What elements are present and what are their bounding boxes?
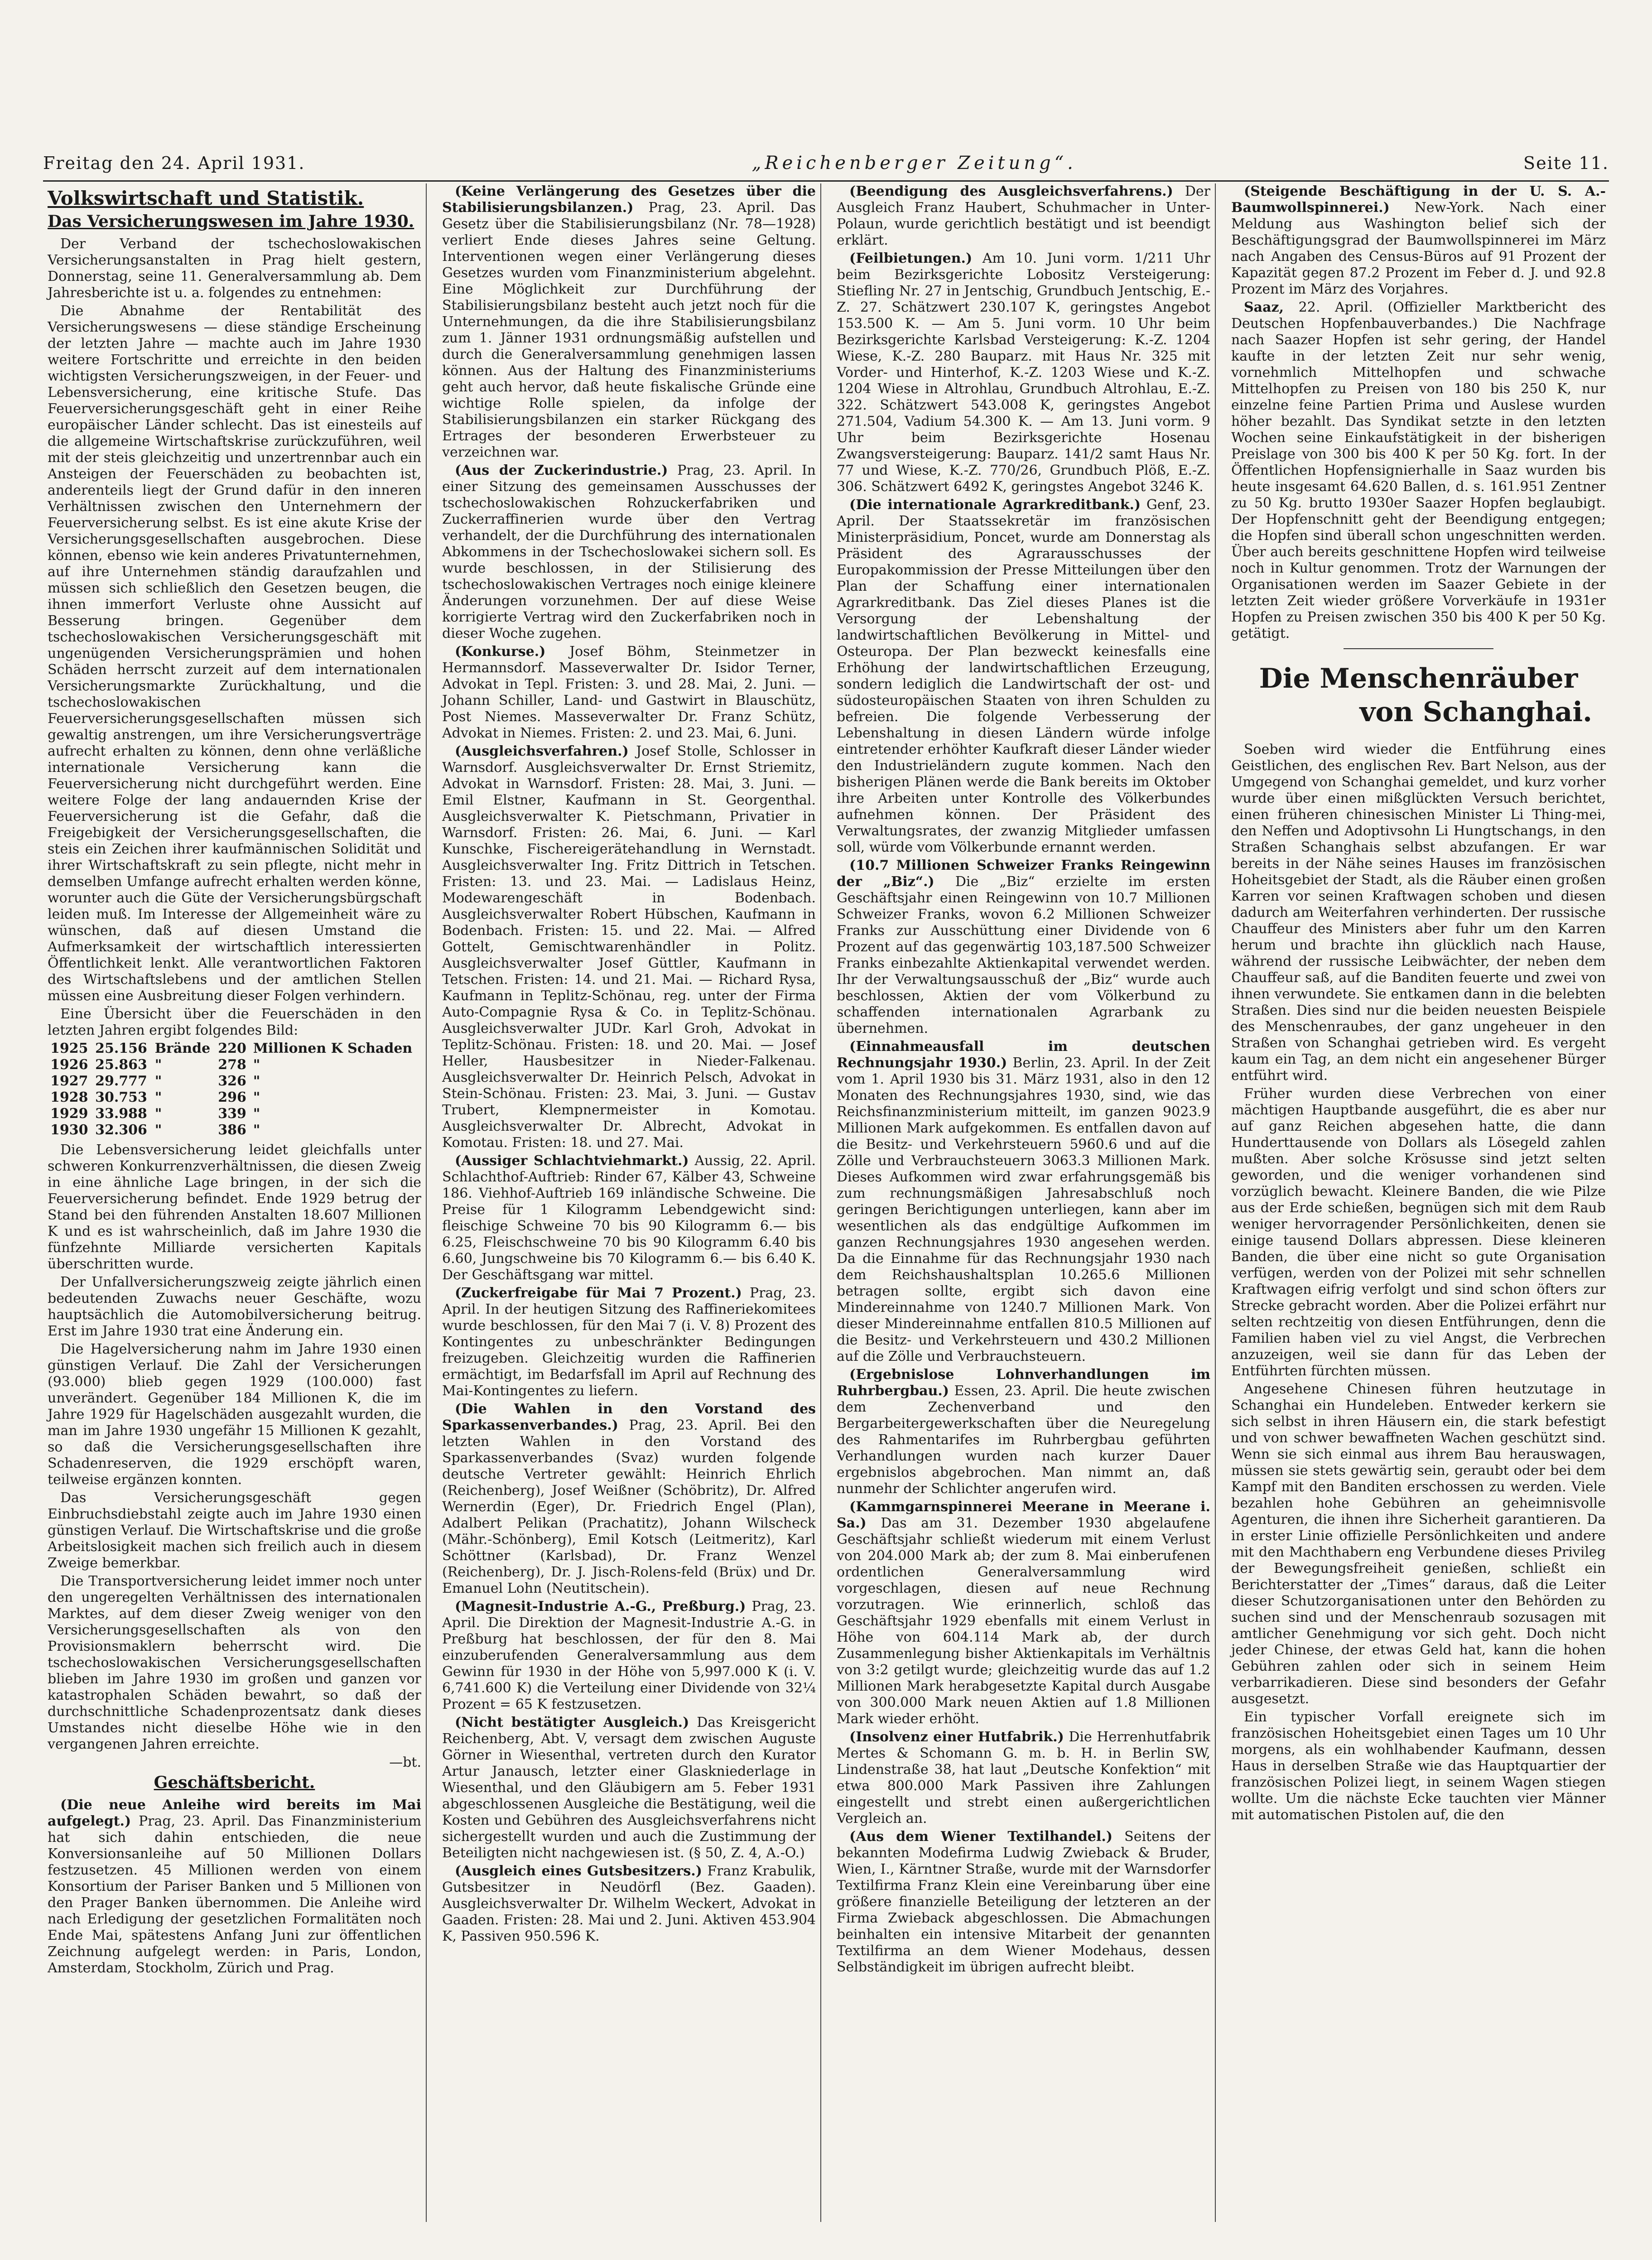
- item-heading: Saaz,: [1244, 299, 1284, 315]
- paragraph: Der Unfallversicherungszweig zeigte jährlich einen bedeutenden Zuwachs neuer Geschäfte, wozu hauptsächlich die Automobilversicherung beitrug. Erst im Jahre 1930 trat eine Änderung ein.: [48, 1274, 421, 1339]
- column-1: [43, 183, 427, 2222]
- news-item: [442, 1863, 816, 1945]
- news-item: [837, 1367, 1210, 1497]
- item-text: 22. April. (Offizieller Marktbericht des Deutschen Hopfenbauverbandes.) Die Nachfrage nach Saazer Hopfen ist sehr gering, der Handel kaufte in der letzten Zeit nur sehr wenig, vornehmlich Mittelhopfen und schwache Mittelhopfen zu Preisen von 180 bis 250 K, nur einzelne feine Partien Prima und Auslese wurden höher bezahlt. Das Syndikat setzte in den letzten Wochen seine Einkaufstätigkeit in der bisherigen Preislage von 300 bis 400 K per 50 Kg. fort. In der Öffentlichen Hopfensignierhalle in Saaz wurden bis heute insgesamt 64.620 Ballen, d. s. 161.951 Zentner zu 50 Kg. brutto 1930er Saazer Hopfen beglaubigt. Der Hopfenschnitt geht der Beendigung entgegen; die Hopfen sind überall schon ungeschnitten werden. Über auch bereits geschnittene Hopfen wird teilweise noch in Kultur genommen. Trotz der Warnungen der Organisationen werden im Saazer Gebiete in der letzten Zeit wieder größere Vorverkäufe in 1931er Hopfen zu Preisen zwischen 350 bis 400 K per 50 Kg. getätigt.: [1231, 299, 1606, 641]
- damage-unit-cell: ": [253, 1057, 260, 1073]
- item-heading: (Magnesit-Industrie A.-G., Preßburg.): [455, 1599, 746, 1614]
- paragraph: Die Lebensversicherung leidet gleichfalls unter schweren Konkurrenzverhältnissen, die diesen Zweig in eine ähnliche Lage bringen, in der sich die Feuerversicherung befindet. Ende 1929 betrug der Stand bei den führenden Anstalten 18.607 Millionen K und es ist wahrscheinlich, daß im Jahre 1930 die fünfzehnte Milliarde versicherten Kapitals überschritten wurde.: [48, 1142, 421, 1272]
- year-cell: 1927: [50, 1073, 88, 1089]
- news-item: [837, 251, 1210, 495]
- damage-unit-cell: ": [253, 1106, 260, 1122]
- news-item: [442, 1599, 816, 1713]
- item-heading: (Nicht bestätigter Ausgleich.): [455, 1715, 689, 1730]
- news-item: [837, 858, 1210, 1037]
- item-text: Berlin, 23. April. In der Zeit vom 1. April 1930 bis 31. März 1931, also in den 12 Monaten des Rechnungsjahres 1930, sind, wie das Reichsfinanzministerium mitteilt, im ganzen 9023.9 Millionen Mark aufgekommen. Es entfallen davon auf die Besitz- und Verkehrsteuern 5960.6 und auf die Zölle und Verbrauchsteuern 3063.3 Millionen Mark. Dieses Aufkommen wird zwar erfahrungsgemäß bis zum rechnungsmäßigen Jahresabschluß noch geringen Berichtigungen unterliegen, kann aber im wesentlichen als das endgültige Aufkommen im ganzen Rechnungsjahres 1930 angesehen werden. Da die Einnahme für das Rechnungsjahr 1930 nach dem Reichshaushaltsplan 10.265.6 Millionen betragen sollte, ergibt sich davon eine Mindereinnahme von 1240.7 Millionen Mark. Von dieser Mindereinnahme entfallen 810.5 Millionen auf die Besitz- und Verkehrsteuern und 430.2 Millionen auf die Zölle und Verbrauchsteuern.: [837, 1055, 1211, 1364]
- item-heading: (10.7 Millionen Schweizer Franks Reingewinn der „Biz“.): [837, 858, 1210, 890]
- table-row: [48, 1106, 421, 1122]
- damage-unit-cell: ": [253, 1122, 260, 1138]
- section-title-2: Geschäftsbericht.: [154, 1773, 315, 1792]
- damage-cell: 296: [218, 1089, 246, 1105]
- item-heading: (Ausgleich eines Gutsbesitzers.): [455, 1863, 702, 1879]
- news-item: [1231, 299, 1606, 642]
- feature-title: Die Menschenräuber: [1259, 663, 1578, 694]
- item-heading: (Steigende Beschäftigung in der U. S. A.-Baumwollspinnerei.): [1231, 183, 1606, 216]
- damage-cell: 278: [218, 1057, 246, 1073]
- item-text: Am 10. Juni vorm. 1/211 Uhr beim Bezirksgerichte Lobositz Versteigerung: Stiefling Nr. 27 in Jentschig, Grundbuch Jentschig, E.-Z. 27. Schätzwert 230.107 K, geringstes Angebot 153.500 K. — Am 5. Juni vorm. 10 Uhr beim Bezirksgerichte Karlsbad Versteigerung: K.-Z. 1204 Wiese, K.-Z. 280 Bauparz. mit Haus Nr. 325 mit Vorder- und Hinterhof, K.-Z. 1203 Wiese und K.-Z. 1204 Wiese in Altrohlau, Grundbuch Altrohlau, E.-Z. 322. Schätzwert 543.008 K, geringstes Angebot 271.504, Vadium 54.300 K. — Am 13. Juni vorm. 9 Uhr beim Bezirksgerichte Hosenau Zwangsversteigerung: Bauparz. 141/2 samt Haus Nr. 77 und Wiese, K.-Z. 770/26, Grundbuch Plöß, E.-Z. 306. Schätzwert 6492 K, geringstes Angebot 3246 K.: [837, 251, 1210, 495]
- paragraph: Angesehene Chinesen führen heutzutage in Schanghai ein Hundeleben. Entweder kerkern sie sich selbst in ihren Häusern ein, die stark befestigt und von schwer bewaffneten Wachen geschützt sind. Wenn sie sich einmal aus ihrem Bau herauswagen, müssen sie stets gewärtig sein, geraubt oder bei dem Kampf mit den Banditen erschossen zu werden. Viele bezahlen hohe Gebühren an geheimnisvolle Agenturen, die ihnen ihre Sicherheit garantieren. Da in erster Linie offizielle Persönlichkeiten und andere mit den Machthabern eng Verbundene dieses Privileg der Bewegungsfreiheit genießen, schließt ein Berichterstatter der „Times“ daraus, daß die Leiter dieser Schutzorganisationen unter den Behörden zu suchen sind und der Menschenraub sozusagen mit amtlicher Genehmigung vor sich geht. Doch nicht jeder Chinese, der etwas Geld hat, kann die hohen Gebühren zahlen oder sich in seinem Heim verbarrikadieren. Diese sind besonders der Gefahr ausgesetzt.: [1231, 1381, 1606, 1707]
- item-text: Josef Böhm, Steinmetzer in Hermannsdorf. Masseverwalter Dr. Isidor Terner, Advokat in Tepl. Fristen: 3. und 28. Mai, 2. Juni. — Johann Schiller, Land- und Gastwirt in Blauschütz, Post Niemes. Masseverwalter Dr. Franz Schütz, Advokat in Niemes. Fristen: 2. und 23. Mai, 6. Juni.: [442, 644, 816, 741]
- item-heading: (Feilbietungen.): [849, 251, 973, 266]
- paragraph: Eine Übersicht über die Feuerschäden in den letzten Jahren ergibt folgendes Bild:: [48, 1006, 421, 1038]
- paragraph: Die Hagelversicherung nahm im Jahre 1930 einen günstigen Verlauf. Die Zahl der Versicherungen (93.000) blieb gegen 1929 (100.000) fast unverändert. Gegenüber 184 Millionen K, die im Jahre 1929 für Hagelschäden ausgezahlt wurden, die man im Jahre 1930 ungefähr 15 Millionen K gezahlt, so daß die Versicherungsgesellschaften ihre Schadenreserven, die 1929 erschöpft waren, teilweise ergänzen konnten.: [48, 1341, 421, 1488]
- item-heading: (Aus dem Wiener Textilhandel.): [849, 1829, 1113, 1845]
- paragraph: Soeben wird wieder die Entführung eines Geistlichen, des englischen Rev. Bart Nelson, aus der Umgegend von Schanghai gemeldet, und kurz vorher wurde über einen mißglückten Versuch berichtet, einen früheren chinesischen Minister Li Thing-mei, den Neffen und Adoptivsohn Li Hungtschangs, in den Straßen Schanghais selbst abzufangen. Er war bereits in der Nähe seines Hauses im französischen Hoheitsgebiet der Stadt, als die Räuber einen großen Karren vor seinen Kraftwagen schoben und diesen dadurch am Weiterfahren verhinderten. Der russische Chauffeur des Ministers aber fuhr um den Karren herum und brachte ihn glücklich nach Hause, während der russische Leibwächter, der neben dem Chauffeur saß, auf die Banditen feuerte und zwei von ihnen verwundete. Sie entkamen dann in die belebten Straßen. Dies sind nur die beiden neuesten Beispiele des Menschenraubes, der ganz ungeheuer in den Straßen von Schanghai getrieben wird. Es vergeht kaum ein Tag, an dem nicht ein angesehener Bürger entführt wird.: [1231, 742, 1606, 1084]
- fires-cell: 25.156: [95, 1041, 147, 1056]
- year-cell: 1930: [50, 1122, 88, 1138]
- paragraph: Die Transportversicherung leidet immer noch unter den ungeregelten Verhältnissen des internationalen Marktes, auf dem dieser Zweig weniger von den Versicherungsgesellschaften als von den Provisionsmaklern beherrscht wird. Die tschechoslowakischen Versicherungsgesellschaften blieben im Jahre 1930 im großen und ganzen vor katastrophalen Schäden bewahrt, so daß der durchschnittliche Schadenprozentsatz dank dieses Umstandes nicht dieselbe Höhe wie in den vergangenen Jahren erreichte.: [48, 1573, 421, 1752]
- damage-cell: 326: [218, 1073, 246, 1089]
- news-item: [442, 1401, 816, 1597]
- news-item: [837, 183, 1210, 249]
- newspaper-title: „Reichenberger Zeitung“.: [751, 153, 1077, 173]
- item-text: Das Kreisgericht Reichenberg, Abt. V, versagt dem zwischen Auguste Görner in Wiesenthal, vertreten durch den Kurator Artur Janausch, letzter einer Glaskniederlage in Wiesenthal, und den Gläubigern am 5. Feber 1931 abgeschlossenen Ausgleiche die Bestätigung, weil die Kosten und Gebühren des Ausgleichsverfahrens nicht sichergestellt wurden und auch die Zustimmung der Beteiligten nicht nachgewiesen ist. (§ 50, Z. 4, A.-O.): [442, 1715, 816, 1861]
- damage-unit-cell: ": [253, 1073, 260, 1089]
- item-text: Prag, 23. April. Bei den letzten Wahlen in den Vorstand des Sparkassenverbandes (Svaz) wurden folgende deutsche Vertreter gewählt: Heinrich Ehrlich (Reichenberg), Josef Weißner (Schöbritz), Dr. Alfred Wernerdin (Eger), Dr. Friedrich Engel (Plan), Adalbert Pelikan (Prachatitz), Johann Wilscheck (Mähr.-Schönberg), Emil Kotsch (Leitmeritz), Karl Schöttner (Karlsbad), Dr. Franz Wenzel (Reichenberg), Dr. J. Jisch-Rolens-feld (Brüx) und Dr. Emanuel Lohn (Neutitschein).: [442, 1417, 816, 1596]
- news-item: [837, 1039, 1210, 1365]
- fires-cell: 32.306: [95, 1122, 147, 1138]
- header-rule: [43, 180, 1609, 182]
- column-4: [1227, 183, 1610, 2222]
- fires-unit-cell: ": [154, 1057, 162, 1073]
- page-number: Seite 11.: [1523, 153, 1609, 173]
- item-heading: (Aus der Zuckerindustrie.): [455, 463, 668, 478]
- item-text: Prag, 23. April. Das Gesetz über die Stabilisierungsbilanz (Nr. 78—1928) verliert Ende dieses Jahres seine Geltung. Interventionen wegen einer Verlängerung dieses Gesetzes wurden vom Finanzministerium abgelehnt. Eine Möglichkeit zur Durchführung der Stabilisierungsbilanz besteht auch jetzt noch für die Unternehmungen, da die ihre Stabilisierungsbilanz zum 1. Jänner 1931 ordnungsmäßig aufstellen und durch die Generalversammlung genehmigen lassen können. Aus der Haltung des Finanzministeriums geht auch hervor, daß heute fiskalische Gründe eine wichtige Rolle spielen, da infolge der Stabilisierungsbilanzen ein starker Rückgang des Ertrages der besonderen Erwerbsteuer zu verzeichnen war.: [442, 200, 816, 460]
- fires-cell: 25.863: [95, 1057, 147, 1073]
- author-sign: —bt.: [389, 1754, 421, 1770]
- damage-unit-cell: ": [253, 1089, 260, 1105]
- paragraph: Die Abnahme der Rentabilität des Versicherungswesens — diese ständige Erscheinung der letzten Jahre — machte auch im Jahre 1930 weitere Fortschritte und erreichte in den beiden wichtigsten Versicherungszweigen, in der Feuer- und Lebensversicherung, eine kritische Stufe. Das Feuerversicherungsgeschäft geht in einer Reihe europäischer Länder schlecht. Das ist einesteils auf die allgemeine Wirtschaftskrise zurückzuführen, weil mit der steis gleichzeitig und unzertrennbar auch ein Ansteigen der Feuerschäden zu beobachten ist, anderenteils liegt der Grund dafür in den inneren Verhältnissen zwischen den Unternehmern der Feuerversicherung selbst. Es ist eine akute Krise der Versicherungsgesellschaften ausgebrochen. Diese können, ebenso wie kein anderes Privatunternehmen, auf ihre Unternehmen ständig daraufzahlen und müssen sich schließlich den Gesetzen beugen, die ihnen immerfort Verluste ohne Aussicht auf Besserung bringen. Gegenüber dem tschechoslowakischen Versicherungsgeschäft mit ungenügenden Versicherungsprämien und hohen Schäden herrscht zurzeit auf dem internationalen Versicherungsmarkte Zurückhaltung, und die tschechoslowakischen Feuerversicherungsgesellschaften müssen sich gewaltig anstrengen, um ihre Versicherungsverträge aufrecht erhalten zu können, denn ohne verläßliche internationale Versicherung kann die Feuerversicherung nicht durchgeführt werden. Eine weitere Folge der lang andauernden Krise der Feuerversicherung ist die Gefahr, daß die Freigebigkeit der Versicherungsgesellschaften, die steis ein Zeichen ihrer kaufmännischen Solidität und ihrer Wirtschaftskraft zu sein pflegte, nicht mehr in demselben Umfange aufrecht erhalten werden könne, worunter auch die Güte der Versicherungsbürgschaft leiden muß. Im Interesse der Allgemeinheit wäre zu wünschen, daß auf diesen Umstand die Aufmerksamkeit der wirtschaftlich interessierten Öffentlichkeit lenkt. Alle verantwortlichen Faktoren des Wirtschaftslebens und der amtlichen Stellen müssen eine Ausbreitung dieser Folgen verhindern.: [48, 303, 421, 1004]
- item-text: Die „Biz“ erzielte im ersten Geschäftsjahr einen Reingewinn von 10.7 Millionen Schweizer Franks, wovon 6.2 Millionen Schweizer Franks zur Ausschüttung einer Dividende von 6 Prozent auf das gegenwärtig 103,187.500 Schweizer Franks einbezahlte Aktienkapital verwendet werden. Ihr der Verwaltungsausschuß der „Biz“ wurde auch beschlossen, Aktien der vom Völkerbund zu schaffenden internationalen Agrarbank zu übernehmen.: [837, 874, 1210, 1036]
- column-3: [832, 183, 1216, 2222]
- item-heading: (Einnahmeausfall im deutschen Rechnungsjahr 1930.): [837, 1039, 1210, 1071]
- news-item: [837, 497, 1210, 856]
- item-heading: (Keine Verlängerung des Gesetzes über die Stabilisierungsbilanzen.): [442, 183, 816, 216]
- fires-cell: 33.988: [95, 1106, 147, 1122]
- paragraph: Früher wurden diese Verbrechen von einer mächtigen Hauptbande ausgeführt, die es aber nur auf ganz Reichen abgesehen hatte, die dann Hunderttausende von Dollars als Lösegeld zahlen mußten. Aber solche Krösusse sind jetzt selten geworden, und die weniger vorhandenen sind vorzüglich bewacht. Kleinere Banden, die wie Pilze aus der Erde schießen, begnügen sich mit dem Raub weniger hervorragender Persönlichkeiten, denen sie einige tausend Dollars abpressen. Diese kleineren Banden, die über eine nicht so gute Organisation verfügen, werden von der Polizei mit sehr schnellen Kraftwagen eifrig verfolgt und sind schon öfters zur Strecke gebracht worden. Aber die Polizei erfährt nur selten rechtzeitig von diesen Entführungen, denn die Familien haben viel zu viel Angst, die Verbrechen anzuzeigen, weil sie dann für das Leben der Entführten fürchten müssen.: [1231, 1086, 1606, 1379]
- fires-cell: 30.753: [95, 1089, 147, 1105]
- item-text: Der Ausgleich Franz Haubert, Schuhmacher in Unter-Polaun, wurde gerichtlich bestätigt und ist beendigt erklärt.: [837, 183, 1210, 248]
- table-row: [48, 1041, 421, 1057]
- fires-unit-cell: ": [154, 1106, 162, 1122]
- issue-date: Freitag den 24. April 1931.: [43, 153, 305, 173]
- item-text: Essen, 23. April. Die heute zwischen dem Zechenverband und den Bergarbeitergewerkschaften über die Neuregelung des Rahmentarifes im Ruhrbergbau geführten Verhandlungen wurden nach kurzer Dauer ergebnislos abgebrochen. Man nimmt an, daß nunmehr der Schlichter angerufen wird.: [837, 1383, 1210, 1497]
- fires-unit-cell: Brände: [154, 1041, 211, 1056]
- news-item: [442, 1715, 816, 1861]
- news-item: [1231, 183, 1606, 298]
- table-row: [48, 1073, 421, 1089]
- item-heading: (Zuckerfreigabe für Mai 7 Prozent.): [455, 1285, 742, 1301]
- news-item: [442, 743, 816, 1151]
- news-item: [837, 1829, 1210, 1976]
- fires-unit-cell: ": [154, 1073, 162, 1089]
- item-text: Prag, 23. April. In einer Sitzung des gemeinsamen Ausschusses der tschechoslowakischen Rohzuckerfabriken und Zuckerraffinerien wurde über den Vertrag verhandelt, der die Durchführung des internationalen Abkommens in der Tschechoslowakei sichern soll. Es wurde beschlossen, in der Stilisierung des tschechoslowakischen Vertrages noch einige kleinere Änderungen vorzunehmen. Der auf diese Weise korrigierte Vertrag wird den Zuckerfabriken noch in dieser Woche zugehen.: [442, 463, 816, 641]
- item-text: Prag, 23. April. Die Direktion der Magnesit-Industrie A.-G. in Preßburg hat beschlossen, der für den 8. Mai einzuberufenden Generalversammlung aus dem Gewinn für 1930 in der Höhe von 5,997.000 K (i. V. 6,741.600 K) die Verteilung einer Dividende von 32¼ Prozent = 65 K festzusetzen.: [442, 1599, 816, 1712]
- item-text: Aussig, 22. April. Schlachthof-Auftrieb: Rinder 67, Kälber 43, Schweine 186. Viehhof-Auftrieb 169 inländische Schweine. Die Preise für 1 Kilogramm Lebendgewicht sind: fleischige Schweine 70 bis 90 Kilogramm 6.— bis 6.25, Fleischschweine 70 bis 90 Kilogramm 6.40 bis 6.60, Jungschweine bis 70 Kilogramm 6.— bis 6.40 K. Der Geschäftsgang war mittel.: [442, 1153, 816, 1283]
- feature-subtitle: von Schanghai.: [1359, 696, 1592, 728]
- fires-unit-cell: ": [154, 1089, 162, 1105]
- item-text: Prag, 23. April. In der heutigen Sitzung des Raffineriekomitees wurde beschlossen, für den Mai 7 (i. V. 8) Prozent des Kontingentes zu unbeschränkter Bedingungen freizugeben. Gleichzeitig wurden die Raffinerien ermächtigt, im Bedarfsfall im April auf Rechnung des Mai-Kontingentes zu liefern.: [442, 1285, 816, 1399]
- year-cell: 1925: [50, 1041, 88, 1056]
- page-header: [43, 149, 1609, 178]
- item-text: Seitens der bekannten Modefirma Ludwig Zwieback & Bruder, Wien, I., Kärntner Straße, wurde mit der Warnsdorfer Textilfirma Franz Klein eine Vereinbarung über eine größere finanzielle Beteiligung der letzteren an der Firma Zwieback abgeschlossen. Die Abmachungen beinhalten ein intensive Mitarbeit der genannten Textilfirma an dem Wiener Modehaus, dessen Selbständigkeit im übrigen aufrecht bleibt.: [837, 1829, 1210, 1975]
- item-text: Franz Krabulik, Gutsbesitzer in Neudörfl (Bez. Gaaden). Ausgleichsverwalter Dr. Wilhelm Weckert, Advokat in Gaaden. Fristen: 28. Mai und 2. Juni. Aktiven 453.904 K, Passiven 950.596 K.: [442, 1863, 816, 1944]
- item-heading: (Ausgleichsverfahren.): [455, 743, 629, 759]
- news-item: [837, 1499, 1210, 1727]
- article-title: Das Versicherungswesen im Jahre 1930.: [48, 212, 414, 231]
- news-item: [837, 1729, 1210, 1827]
- news-item: [442, 1285, 816, 1399]
- item-heading: (Die Wahlen in den Vorstand des Sparkassenverbandes.): [442, 1401, 816, 1433]
- year-cell: 1926: [50, 1057, 88, 1073]
- paragraph: Ein typischer Vorfall ereignete sich im französischen Hoheitsgebiet einen Tages um 10 Uhr morgens, als ein wohlhabender Kaufmann, dessen Haus in derselben Straße wie das Hauptquartier der französischen Polizei liegt, in seinem Wagen stiegen wollte. Um die nächste Ecke tauchten vier Männer mit automatischen Pistolen auf, die den: [1231, 1709, 1606, 1823]
- fire-damage-table: [48, 1041, 421, 1138]
- item-heading: (Insolvenz einer Hutfabrik.): [849, 1729, 1064, 1745]
- divider: [1344, 648, 1493, 649]
- news-item: [442, 644, 816, 742]
- year-cell: 1928: [50, 1089, 88, 1105]
- item-text: Genf, 23. April. Der Staatssekretär im französischen Ministerpräsidium, Poncet, wurde am Donnerstag als Präsident des Agrarausschusses der Europakommission der Presse Mitteilungen über den Plan der Schaffung einer internationalen Agrarkreditbank. Das Ziel dieses Planes ist die Versorgung der Lebenshaltung der landwirtschaftlichen Bevölkerung in Mittel- und Osteuropa. Der Plan bezweckt keinesfalls eine Erhöhung der landwirtschaftlichen Erzeugung, sondern lediglich die Landwirtschaft der ost- und südosteuropäischen Staaten von ihren Schulden zu befreien. Die folgende Verbesserung der Lebenshaltung in diesen Ländern würde infolge eintretender erhöhter Kaufkraft dieser Länder wieder den Industrieländern zugute kommen. Nach den bisherigen Plänen werde die Bank bereits im Oktober ihre Arbeiten unter Kontrolle des Völkerbundes aufnehmen können. Der Präsident des Verwaltungsrates, der zwanzig Mitglieder umfassen soll, würde vom Völkerbunde ernannt werden.: [837, 497, 1210, 855]
- item-text: Die Herrenhutfabrik Mertes & Schomann G. m. b. H. in Berlin SW, Lindenstraße 38, hat laut „Deutsche Konfektion“ mit etwa 800.000 Mark Passiven ihre Zahlungen eingestellt und strebt einen außergerichtlichen Vergleich an.: [837, 1729, 1210, 1826]
- news-item: [48, 1797, 421, 1976]
- news-item: [442, 463, 816, 642]
- item-heading: (Kammgarnspinnerei Meerane in Meerane i. Sa.): [837, 1499, 1210, 1531]
- damage-unit-cell: Millionen K Schaden: [253, 1041, 413, 1056]
- news-item: [442, 1153, 816, 1283]
- fires-cell: 29.777: [95, 1073, 147, 1089]
- column-2: [438, 183, 821, 2222]
- item-heading: (Die internationale Agrarkreditbank.): [849, 497, 1141, 513]
- columns: [43, 183, 1610, 2222]
- table-row: [48, 1057, 421, 1073]
- section-title: Volkswirtschaft und Statistik.: [48, 187, 364, 209]
- item-heading: (Beendigung des Ausgleichsverfahrens.): [849, 183, 1173, 199]
- item-heading: (Aussiger Schlachtviehmarkt.): [455, 1153, 689, 1169]
- year-cell: 1929: [50, 1106, 88, 1122]
- fires-unit-cell: ": [154, 1122, 162, 1138]
- paragraph: Der Verband der tschechoslowakischen Versicherungsanstalten in Prag hielt gestern, Donnerstag, seine 11. Generalversammlung ab. Dem Jahresberichte ist u. a. folgendes zu entnehmen:: [48, 236, 421, 301]
- damage-cell: 220: [218, 1041, 246, 1056]
- item-text: New-York. Nach einer Meldung aus Washington belief sich der Beschäftigungsgrad der Baumwollspinnerei im März nach Angaben des Census-Büros auf 91 Prozent der Kapazität gegen 87.2 Prozent im Feber d. J. und 92.8 Prozent im März des Vorjahres.: [1231, 200, 1606, 297]
- item-text: Josef Stolle, Schlosser in Warnsdorf. Ausgleichsverwalter Dr. Ernst Striemitz, Advokat in Warnsdorf. Fristen: 28. Mai, 3. Juni. — Emil Elstner, Kaufmann in St. Georgenthal. Ausgleichsverwalter K. Pietschmann, Privatier in Warnsdorf. Fristen: 26. Mai, 6. Juni. — Karl Kunschke, Fischereigerätehandlung in Wernstadt. Ausgleichsverwalter Ing. Fritz Dittrich in Tetschen. Fristen: 13. und 23. Mai. — Ladislaus Heinz, Modewarengeschäft in Bodenbach. Ausgleichsverwalter Robert Hübschen, Kaufmann in Bodenbach. Fristen: 15. und 22. Mai. — Alfred Gottelt, Gemischtwarenhändler in Politz. Ausgleichsverwalter Josef Güttler, Kaufmann in Tetschen. Fristen: 14. und 21. Mai. — Richard Rysa, Kaufmann in Teplitz-Schönau, reg. unter der Firma Auto-Compagnie Rysa & Co. in Teplitz-Schönau. Ausgleichsverwalter JUDr. Karl Groh, Advokat in Teplitz-Schönau. Fristen: 18. und 20. Mai. — Josef Heller, Hausbesitzer in Nieder-Falkenau. Ausgleichsverwalter Dr. Heinrich Pelsch, Advokat in Stein-Schönau. Fristen: 23. Mai, 3. Juni. — Gustav Trubert, Klempnermeister in Komotau. Ausgleichsverwalter Dr. Albrecht, Advokat in Komotau. Fristen: 18. und 27. Mai.: [442, 743, 816, 1151]
- item-text: Das am 31. Dezember 1930 abgelaufene Geschäftsjahr schließt wiederum mit einem Verlust von 204.000 Mark ab; der zum 8. Mai einberufenen ordentlichen Generalversammlung wird vorgeschlagen, diesen auf neue Rechnung vorzutragen. Wie erinnerlich, schloß das Geschäftsjahr 1929 ebenfalls mit einem Verlust in Höhe von 604.114 Mark ab, der durch Zusammenlegung bisher Aktienkapitals im Verhältnis von 3:2 getilgt wurde; gleichzeitig wurde das auf 1.2 Millionen Mark herabgesetzte Kapital durch Ausgabe von 300.000 Mark neuen Aktien auf 1.8 Millionen Mark wieder erhöht.: [837, 1515, 1210, 1727]
- news-item: [442, 183, 816, 461]
- damage-cell: 339: [218, 1106, 246, 1122]
- table-row: [48, 1089, 421, 1106]
- item-heading: (Konkurse.): [455, 644, 546, 660]
- paragraph: Das Versicherungsgeschäft gegen Einbruchsdiebstahl zeigte auch im Jahre 1930 einen günstigen Verlauf. Die Wirtschaftskrise und die große Arbeitslosigkeit machen sich freilich auch in diesem Zweige bemerkbar.: [48, 1490, 421, 1571]
- item-heading: (Ergebnislose Lohnverhandlungen im Ruhrbergbau.): [837, 1367, 1210, 1399]
- table-row: [48, 1122, 421, 1138]
- item-heading: (Die neue Anleihe wird bereits im Mai aufgelegt.): [48, 1797, 421, 1829]
- item-text: Prag, 23. April. Das Finanzministerium hat sich dahin entschieden, die neue Konversionsanleihe auf 50 Millionen Dollars festzusetzen. 45 Millionen werden von einem Konsortium der Pariser Banken und 5 Millionen von den Prager Banken übernommen. Die Anleihe wird nach Erledigung der gesetzlichen Formalitäten noch Ende Mai, spätestens Anfang Juni zur öffentlichen Zeichnung aufgelegt werden: in Paris, London, Amsterdam, Stockholm, Zürich und Prag.: [48, 1813, 421, 1976]
- damage-cell: 386: [218, 1122, 246, 1138]
